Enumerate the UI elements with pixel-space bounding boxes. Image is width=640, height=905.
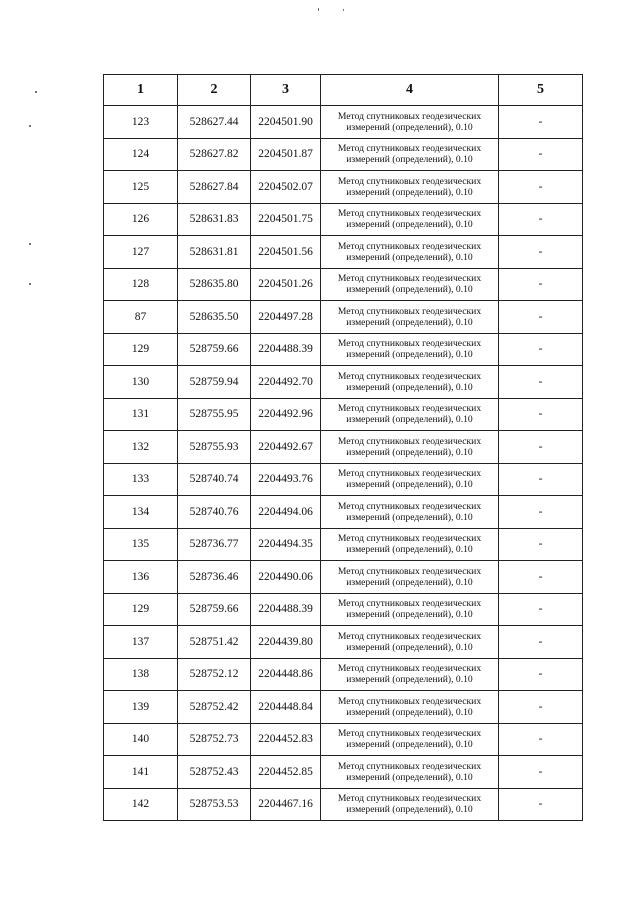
table-row <box>104 431 583 464</box>
table-row <box>104 301 583 334</box>
table-row <box>104 723 583 756</box>
method-cell <box>321 138 499 171</box>
table-row <box>104 268 583 301</box>
method-line-1: Метод спутниковых геодезических <box>337 175 482 187</box>
note-cell: - <box>499 626 583 659</box>
header-cell-4: 4 <box>321 75 499 106</box>
x-coordinate-cell: 528755.95 <box>178 398 251 431</box>
note-cell: - <box>499 528 583 561</box>
scan-speck <box>29 283 31 285</box>
y-coordinate-cell: 2204494.06 <box>251 496 321 529</box>
note-cell: - <box>499 691 583 724</box>
table-body <box>104 106 583 821</box>
method-line-1: Метод спутниковых геодезических <box>337 695 482 707</box>
method-line-2: измерений (определений), 0.10 <box>346 414 473 426</box>
header-cell-2: 2 <box>178 75 251 106</box>
method-line-1: Метод спутниковых геодезических <box>337 598 482 610</box>
method-cell <box>321 723 499 756</box>
y-coordinate-cell: 2204448.86 <box>251 658 321 691</box>
table-row <box>104 626 583 659</box>
point-number-cell: 123 <box>104 106 178 139</box>
point-number-cell: 130 <box>104 366 178 399</box>
x-coordinate-cell: 528759.66 <box>178 593 251 626</box>
x-coordinate-cell: 528759.94 <box>178 366 251 399</box>
note-cell: - <box>499 366 583 399</box>
note-cell: - <box>499 496 583 529</box>
point-number-cell: 135 <box>104 528 178 561</box>
point-number-cell: 141 <box>104 756 178 789</box>
method-cell <box>321 333 499 366</box>
header-cell-1: 1 <box>104 75 178 106</box>
header-cell-3: 3 <box>251 75 321 106</box>
point-number-cell: 138 <box>104 658 178 691</box>
x-coordinate-cell: 528740.76 <box>178 496 251 529</box>
x-coordinate-cell: 528631.83 <box>178 203 251 236</box>
method-line-2: измерений (определений), 0.10 <box>346 511 473 523</box>
y-coordinate-cell: 2204501.56 <box>251 236 321 269</box>
method-line-1: Метод спутниковых геодезических <box>337 793 482 805</box>
method-line-2: измерений (определений), 0.10 <box>346 446 473 458</box>
method-cell <box>321 593 499 626</box>
point-number-cell: 134 <box>104 496 178 529</box>
point-number-cell: 133 <box>104 463 178 496</box>
method-cell <box>321 658 499 691</box>
note-cell: - <box>499 723 583 756</box>
x-coordinate-cell: 528740.74 <box>178 463 251 496</box>
point-number-cell: 139 <box>104 691 178 724</box>
method-line-1: Метод спутниковых геодезических <box>337 565 482 577</box>
x-coordinate-cell: 528755.93 <box>178 431 251 464</box>
note-cell: - <box>499 236 583 269</box>
method-line-2: измерений (определений), 0.10 <box>346 349 473 361</box>
method-line-1: Метод спутниковых геодезических <box>337 143 482 155</box>
x-coordinate-cell: 528752.42 <box>178 691 251 724</box>
table-row <box>104 788 583 821</box>
method-line-1: Метод спутниковых геодезических <box>337 273 482 285</box>
method-line-1: Метод спутниковых геодезических <box>337 468 482 480</box>
table-row <box>104 561 583 594</box>
x-coordinate-cell: 528736.77 <box>178 528 251 561</box>
method-line-2: измерений (определений), 0.10 <box>346 544 473 556</box>
method-cell <box>321 756 499 789</box>
method-line-2: измерений (определений), 0.10 <box>346 316 473 328</box>
method-cell <box>321 106 499 139</box>
x-coordinate-cell: 528751.42 <box>178 626 251 659</box>
table-row <box>104 528 583 561</box>
method-cell <box>321 366 499 399</box>
x-coordinate-cell: 528752.43 <box>178 756 251 789</box>
method-line-1: Метод спутниковых геодезических <box>337 240 482 252</box>
note-cell: - <box>499 268 583 301</box>
table-row <box>104 106 583 139</box>
point-number-cell: 140 <box>104 723 178 756</box>
method-cell <box>321 626 499 659</box>
table-row <box>104 138 583 171</box>
method-line-1: Метод спутниковых геодезических <box>337 728 482 740</box>
method-cell <box>321 301 499 334</box>
note-cell: - <box>499 333 583 366</box>
table-row <box>104 398 583 431</box>
method-cell <box>321 561 499 594</box>
point-number-cell: 142 <box>104 788 178 821</box>
method-cell <box>321 398 499 431</box>
point-number-cell: 129 <box>104 333 178 366</box>
method-cell <box>321 236 499 269</box>
method-cell <box>321 431 499 464</box>
method-line-1: Метод спутниковых геодезических <box>337 435 482 447</box>
x-coordinate-cell: 528627.84 <box>178 171 251 204</box>
x-coordinate-cell: 528753.53 <box>178 788 251 821</box>
method-line-2: измерений (определений), 0.10 <box>346 706 473 718</box>
x-coordinate-cell: 528627.82 <box>178 138 251 171</box>
method-line-2: измерений (определений), 0.10 <box>346 576 473 588</box>
note-cell: - <box>499 463 583 496</box>
method-line-1: Метод спутниковых геодезических <box>337 208 482 220</box>
method-cell <box>321 268 499 301</box>
y-coordinate-cell: 2204452.83 <box>251 723 321 756</box>
x-coordinate-cell: 528631.81 <box>178 236 251 269</box>
y-coordinate-cell: 2204502.07 <box>251 171 321 204</box>
x-coordinate-cell: 528635.80 <box>178 268 251 301</box>
method-line-1: Метод спутниковых геодезических <box>337 760 482 772</box>
y-coordinate-cell: 2204501.75 <box>251 203 321 236</box>
table-row <box>104 236 583 269</box>
point-number-cell: 128 <box>104 268 178 301</box>
note-cell: - <box>499 431 583 464</box>
point-number-cell: 129 <box>104 593 178 626</box>
scan-speck <box>29 243 31 245</box>
coordinates-table <box>103 74 583 821</box>
point-number-cell: 127 <box>104 236 178 269</box>
method-line-2: измерений (определений), 0.10 <box>346 219 473 231</box>
table-row <box>104 756 583 789</box>
point-number-cell: 137 <box>104 626 178 659</box>
point-number-cell: 136 <box>104 561 178 594</box>
y-coordinate-cell: 2204452.85 <box>251 756 321 789</box>
scan-speck <box>343 9 344 11</box>
note-cell: - <box>499 301 583 334</box>
method-cell <box>321 171 499 204</box>
y-coordinate-cell: 2204488.39 <box>251 593 321 626</box>
method-line-2: измерений (определений), 0.10 <box>346 381 473 393</box>
y-coordinate-cell: 2204501.90 <box>251 106 321 139</box>
table-row <box>104 691 583 724</box>
table-row <box>104 593 583 626</box>
point-number-cell: 125 <box>104 171 178 204</box>
table-row <box>104 203 583 236</box>
method-cell <box>321 691 499 724</box>
method-line-1: Метод спутниковых геодезических <box>337 533 482 545</box>
method-line-1: Метод спутниковых геодезических <box>337 663 482 675</box>
table-row <box>104 496 583 529</box>
x-coordinate-cell: 528752.12 <box>178 658 251 691</box>
x-coordinate-cell: 528759.66 <box>178 333 251 366</box>
y-coordinate-cell: 2204501.26 <box>251 268 321 301</box>
method-line-2: измерений (определений), 0.10 <box>346 251 473 263</box>
method-cell <box>321 788 499 821</box>
note-cell: - <box>499 398 583 431</box>
y-coordinate-cell: 2204493.76 <box>251 463 321 496</box>
method-line-1: Метод спутниковых геодезических <box>337 110 482 122</box>
note-cell: - <box>499 106 583 139</box>
method-line-2: измерений (определений), 0.10 <box>346 739 473 751</box>
point-number-cell: 132 <box>104 431 178 464</box>
method-line-2: измерений (определений), 0.10 <box>346 804 473 816</box>
note-cell: - <box>499 171 583 204</box>
x-coordinate-cell: 528736.46 <box>178 561 251 594</box>
method-cell <box>321 203 499 236</box>
method-cell <box>321 528 499 561</box>
y-coordinate-cell: 2204467.16 <box>251 788 321 821</box>
x-coordinate-cell: 528635.50 <box>178 301 251 334</box>
y-coordinate-cell: 2204490.06 <box>251 561 321 594</box>
point-number-cell: 124 <box>104 138 178 171</box>
header-row <box>104 75 583 106</box>
method-line-2: измерений (определений), 0.10 <box>346 479 473 491</box>
x-coordinate-cell: 528752.73 <box>178 723 251 756</box>
method-line-2: измерений (определений), 0.10 <box>346 284 473 296</box>
note-cell: - <box>499 138 583 171</box>
note-cell: - <box>499 788 583 821</box>
method-line-1: Метод спутниковых геодезических <box>337 305 482 317</box>
note-cell: - <box>499 561 583 594</box>
y-coordinate-cell: 2204439.80 <box>251 626 321 659</box>
y-coordinate-cell: 2204501.87 <box>251 138 321 171</box>
table-row <box>104 463 583 496</box>
method-line-2: измерений (определений), 0.10 <box>346 771 473 783</box>
y-coordinate-cell: 2204494.35 <box>251 528 321 561</box>
method-line-2: измерений (определений), 0.10 <box>346 609 473 621</box>
y-coordinate-cell: 2204488.39 <box>251 333 321 366</box>
method-line-1: Метод спутниковых геодезических <box>337 338 482 350</box>
method-line-2: измерений (определений), 0.10 <box>346 121 473 133</box>
method-line-1: Метод спутниковых геодезических <box>337 403 482 415</box>
method-cell <box>321 463 499 496</box>
method-line-1: Метод спутниковых геодезических <box>337 630 482 642</box>
y-coordinate-cell: 2204448.84 <box>251 691 321 724</box>
method-line-1: Метод спутниковых геодезических <box>337 370 482 382</box>
method-line-2: измерений (определений), 0.10 <box>346 641 473 653</box>
y-coordinate-cell: 2204497.28 <box>251 301 321 334</box>
y-coordinate-cell: 2204492.70 <box>251 366 321 399</box>
x-coordinate-cell: 528627.44 <box>178 106 251 139</box>
point-number-cell: 131 <box>104 398 178 431</box>
note-cell: - <box>499 203 583 236</box>
scan-speck <box>29 125 31 127</box>
scan-speck <box>35 91 37 93</box>
method-line-2: измерений (определений), 0.10 <box>346 186 473 198</box>
point-number-cell: 126 <box>104 203 178 236</box>
table-row <box>104 333 583 366</box>
method-cell <box>321 496 499 529</box>
method-line-1: Метод спутниковых геодезических <box>337 500 482 512</box>
note-cell: - <box>499 658 583 691</box>
y-coordinate-cell: 2204492.67 <box>251 431 321 464</box>
point-number-cell: 87 <box>104 301 178 334</box>
header-cell-5: 5 <box>499 75 583 106</box>
scan-speck <box>318 8 319 11</box>
note-cell: - <box>499 593 583 626</box>
method-line-2: измерений (определений), 0.10 <box>346 674 473 686</box>
note-cell: - <box>499 756 583 789</box>
y-coordinate-cell: 2204492.96 <box>251 398 321 431</box>
table-row <box>104 658 583 691</box>
method-line-2: измерений (определений), 0.10 <box>346 154 473 166</box>
table-row <box>104 171 583 204</box>
table-row <box>104 366 583 399</box>
